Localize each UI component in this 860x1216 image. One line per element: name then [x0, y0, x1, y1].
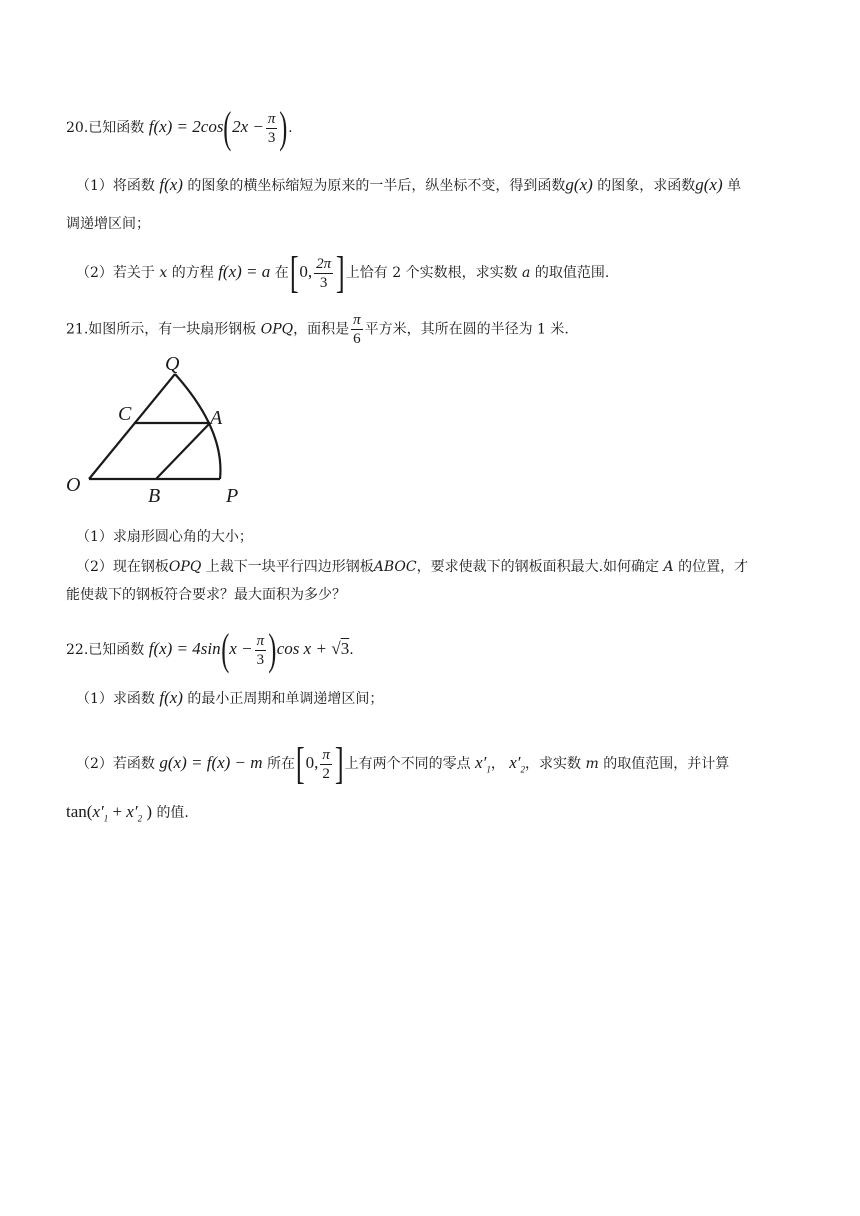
- line-OQ: [89, 374, 175, 479]
- q20-part1-cont: 调递增区间；: [66, 216, 150, 232]
- q20-fraction: $\frac{\pi}{3}$: [267, 110, 276, 146]
- q20-part1: （1）将函数 f(x) 的图象的横坐标缩短为原来的一半后，纵坐标不变，得到函数g(x) 的图象，求函数g(x) 单: [76, 175, 742, 194]
- label-C: C: [118, 403, 132, 425]
- q20-statement: 20.已知函数 f(x) = 2cos(2x − $\frac{\pi}{3}$ ).: [66, 103, 293, 152]
- q20-function: f(x) = 2cos: [148, 117, 224, 136]
- q22-part1: （1）求函数 f(x) 的最小正周期和单调递增区间；: [76, 688, 384, 707]
- label-Q: Q: [165, 353, 180, 375]
- line-AB: [156, 423, 210, 479]
- q22-statement: 22.已知函数 f(x) = 4sin(x − $\frac{\pi}{3}$ )cos x + √3.: [66, 625, 354, 674]
- sector-figure: [60, 350, 260, 510]
- label-O: O: [66, 474, 81, 496]
- q20-part2: （2）若关于 x 的方程 f(x) = a 在[0, $\frac{2\pi}{3}$ ]上恰有 2 个实数根，求实数 a 的取值范围.: [76, 248, 610, 297]
- q21-part2: （2）现在钢板OPQ 上裁下一块平行四边形钢板ABOC，要求使裁下的钢板面积最大.如何确定 A 的位置，才: [76, 559, 749, 575]
- q22-fraction: $\frac{\pi}{3}$: [256, 632, 265, 668]
- q21-part2-cont: 能使裁下的钢板符合要求？最大面积为多少？: [66, 587, 346, 603]
- q20-number: 20.: [66, 120, 89, 136]
- q20-interval-fraction: $\frac{2\pi}{3}$: [316, 255, 332, 291]
- q21-fraction: $\frac{\pi}{6}$: [353, 312, 361, 347]
- label-P: P: [226, 485, 239, 507]
- q21-statement: 21.如图所示，有一块扇形钢板 OPQ，面积是 $\frac{\pi}{6}$ 平方米，其所在圆的半径为 1 米.: [66, 312, 569, 347]
- q22-interval-fraction: $\frac{\pi}{2}$: [322, 746, 330, 782]
- label-B: B: [148, 485, 161, 507]
- q22-tan: $\tan(x'_1 + x'_2$ ) 的值.: [66, 802, 189, 824]
- q22-part2: （2）若函数 g(x) = f(x) − m 所在[0, $\frac{\pi}{2}$ ]上有两个不同的零点 $x'_1$， $x'_2$，求实数 m 的取值范围，并计算: [76, 739, 730, 788]
- label-A: A: [210, 407, 223, 429]
- q21-part1: （1）求扇形圆心角的大小；: [76, 529, 253, 545]
